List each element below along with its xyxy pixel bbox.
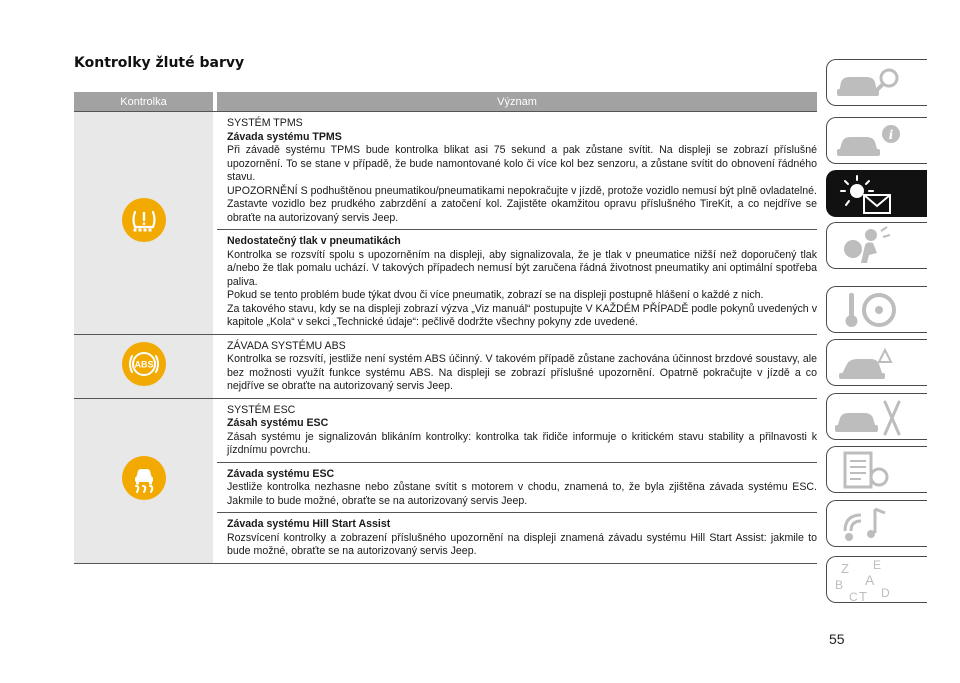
key-steering-wheel-icon (827, 287, 927, 333)
section-heading: ZÁVADA SYSTÉMU ABS (227, 339, 346, 352)
section-paragraph: Kontrolka se rozsvítí spolu s upozorněním na displeji, aby signalizovala, že je tlak v pneumatice nižší než doporučený tlak a/nebo že tlak pomalu uchází. V takových případech nemusí být zaručena řádná životnost pneumatiky ani optimální spotřeba paliva. (227, 248, 817, 288)
section-paragraph: Kontrolka se rozsvítí, jestliže není systém ABS účinný. V takovém případě zůstane zachována účinnost brzdové soustavy, ale bez možnosti využít funkce systému ABS. Na displeji se zobrazí příslušné upozornění. Opatrně pokračujte v jízdě a co nejdříve se obraťte na autorizovaný servis Jeep. (227, 353, 817, 392)
section-paragraph: Rozsvícení kontrolky a zobrazení příslušného upozornění na displeji znamená závadu systému Hill Start Assist: jakmile to bude možné, obraťte se na autorizovaný servis Jeep. (227, 531, 817, 557)
specs-document-icon (827, 447, 927, 493)
icon-cell (74, 334, 213, 398)
table-row (74, 112, 817, 335)
tab-steering[interactable] (826, 286, 927, 333)
car-emergency-icon (827, 340, 927, 386)
esc-warning-icon (122, 456, 166, 500)
svg-text:T: T (859, 589, 867, 603)
abs-section (217, 335, 817, 398)
low-pressure-section (217, 229, 817, 334)
tab-car-info[interactable] (826, 117, 927, 164)
page-number: 55 (829, 631, 845, 647)
car-magnifier-icon (827, 60, 927, 106)
tab-airbag[interactable] (826, 222, 927, 269)
svg-text:i: i (888, 128, 894, 142)
svg-text:A: A (865, 572, 875, 588)
car-info-icon (827, 118, 927, 164)
tab-specs[interactable] (826, 446, 927, 493)
table-row (74, 398, 817, 563)
section-paragraph: Při závadě systému TPMS bude kontrolka blikat asi 75 sekund a pak zůstane svítit. Na displeji se zobrazí příslušné upozornění. To se stane v případě, že bude namontované kolo či více kol bez senzoru, a zůstane svítit do obnovení řádného stavu. (227, 144, 817, 183)
tab-index[interactable] (826, 556, 927, 603)
esc-fault-section (217, 462, 817, 513)
tab-warning-lights[interactable] (826, 170, 927, 217)
warning-lights-table (74, 92, 817, 564)
hill-start-section (217, 512, 817, 563)
page-title: Kontrolky žluté barvy (74, 55, 245, 71)
index-letters-icon (827, 557, 927, 603)
section-subheading: Nedostatečný tlak v pneumatikách (227, 235, 401, 247)
tab-emergency[interactable] (826, 339, 927, 386)
column-header-kontrolka: Kontrolka (74, 92, 213, 112)
multimedia-icon (827, 501, 927, 547)
section-subheading: Závada systému TPMS (227, 130, 342, 143)
table-row (74, 334, 817, 398)
tpms-warning-icon (122, 198, 166, 242)
section-paragraph: UPOZORNĚNÍ S podhuštěnou pneumatikou/pneumatikami nepokračujte v jízdě, protože vozidlo nemusí být plně ovladatelné. Zastavte vozidlo bez prudkého zabrzdění a zatočení kol. Zajistěte okamžitou opravu příslušného TireKit, a co nejdříve se obraťte na autorizovaný servis Jeep. (227, 184, 817, 224)
tab-car-magnifier[interactable] (826, 59, 927, 106)
svg-text:B: B (835, 578, 844, 592)
section-paragraph: Za takového stavu, kdy se na displeji zobrazí výzva „Viz manuál“ postupujte V KAŽDÉM PŘÍPADĚ podle pokynů uvedených v kapitole „Kola“ v sekci „Technické údaje“: pečlivě dodržte všechny pokyny zde uvedené. (227, 302, 817, 328)
esc-section (217, 399, 817, 462)
section-paragraph: Jestliže kontrolka nezhasne nebo zůstane svítit s motorem v chodu, znamená to, že byla zjištěna závada systému ESC. Jakmile to bude možné, obraťte se na autorizovaný servis Jeep. (227, 481, 817, 507)
column-header-vyznam: Význam (217, 92, 817, 112)
svg-text:Z: Z (841, 561, 849, 576)
svg-text:C: C (849, 590, 858, 603)
icon-cell (74, 398, 213, 563)
section-paragraph: Zásah systému je signalizován blikáním kontrolky: kontrolka tak řidiče informuje o kritickém stavu stability a přilnavosti k jízdnímu povrchu. (227, 430, 817, 456)
svg-text:E: E (873, 558, 882, 572)
section-subheading: Závada systému ESC (227, 467, 335, 480)
icon-cell (74, 112, 213, 335)
airbag-person-icon (827, 223, 927, 269)
abs-icon-label: ABS (133, 359, 154, 369)
warning-light-message-icon (827, 171, 927, 217)
section-heading: SYSTÉM TPMS (227, 117, 303, 129)
tab-multimedia[interactable] (826, 500, 927, 547)
section-subheading: Zásah systému ESC (227, 417, 329, 429)
tpms-section (217, 112, 817, 229)
section-subheading: Závada systému Hill Start Assist (227, 518, 391, 530)
section-paragraph: Pokud se tento problém bude týkat dvou či více pneumatik, zobrazí se na displeji postupně hlášení o každé z nich. (227, 289, 764, 301)
section-heading: SYSTÉM ESC (227, 403, 296, 416)
svg-text:D: D (881, 586, 890, 600)
tab-maintenance[interactable] (826, 393, 927, 440)
car-tools-icon (827, 394, 927, 440)
abs-warning-icon (122, 342, 166, 386)
